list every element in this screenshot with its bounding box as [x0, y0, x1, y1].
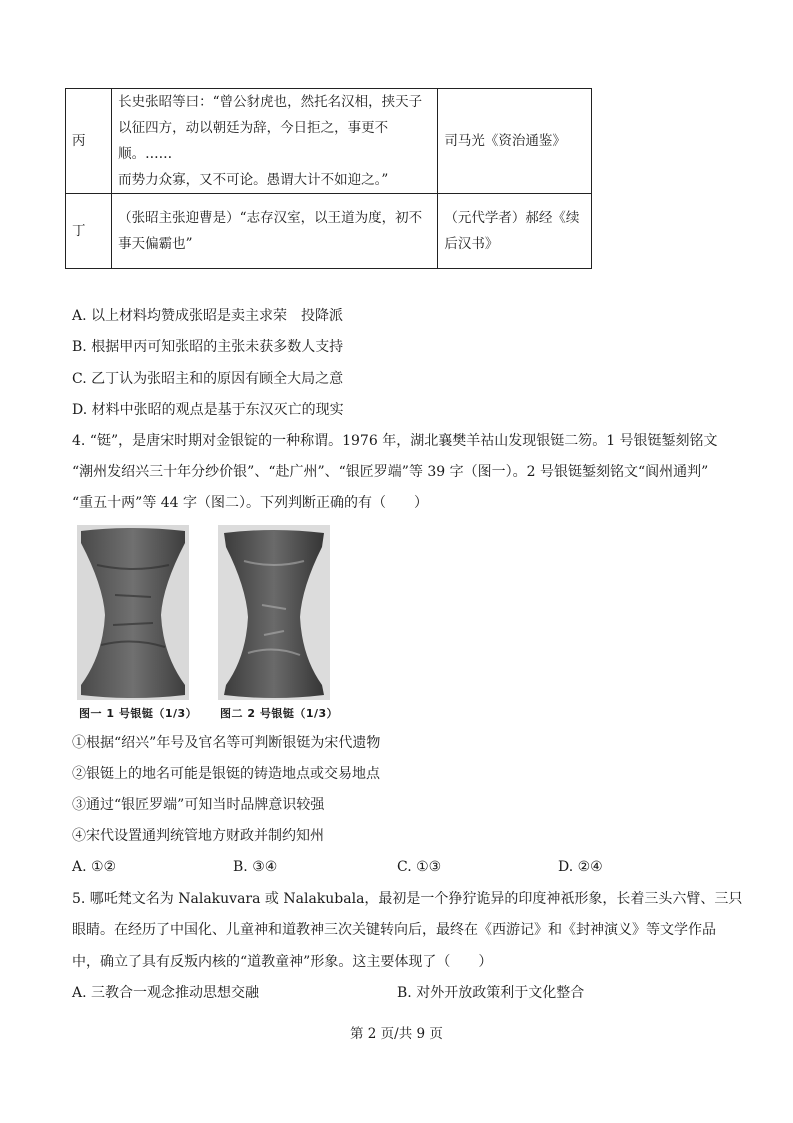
- q4-statement-1: ①根据“绍兴”年号及官名等可判断银铤为宋代遗物: [72, 735, 381, 751]
- row-label: 丁: [66, 194, 112, 269]
- q4-option-a: A. ①②: [72, 859, 117, 875]
- q4-option-b: B. ③④: [233, 859, 278, 875]
- q4-stem-line: “重五十两”等 44 字（图二）。下列判断正确的有（ ）: [72, 495, 429, 511]
- q4-statement-3: ③通过“银匠罗端”可知当时品牌意识较强: [72, 797, 325, 813]
- silver-ingot-2-photo: [218, 525, 330, 700]
- q4-stem-line: 4. “铤”，是唐宋时期对金银锭的一种称谓。1976 年，湖北襄樊羊祜山发现银铤二笏。1 号银铤錾刻铭文: [72, 433, 718, 449]
- q3-option-a: A. 以上材料均赞成张昭是卖主求荣 投降派: [72, 308, 344, 324]
- source-cell: [438, 194, 592, 269]
- quote-line: 以征四方，动以朝廷为辞，今日拒之，事更不顺。……: [118, 120, 389, 162]
- quote-line: 事天偏霸也”: [118, 236, 193, 252]
- q4-stem-line: “潮州发绍兴三十年分纱价银”、“赴广州”、“银匠罗端”等 39 字（图一）。2 号银铤錾刻铭文“阆州通判”: [72, 464, 709, 480]
- source-cell: [438, 89, 592, 194]
- figure-2-caption: 图二 2 号银铤（1/3）: [220, 707, 339, 720]
- page-footer: 第 2 页/共 9 页: [350, 1026, 443, 1042]
- q3-option-d: D. 材料中张昭的观点是基于东汉灭亡的现实: [72, 402, 344, 418]
- quote-cell: [112, 89, 438, 194]
- source-line: （元代学者）郝经《续: [444, 210, 580, 226]
- table-row: [66, 89, 592, 194]
- table-row: [66, 194, 592, 269]
- q5-stem-line: 眼睛。在经历了中国化、儿童神和道教神三次关键转向后，最终在《西游记》和《封神演义》等文学作品: [72, 922, 716, 938]
- quote-cell: [112, 194, 438, 269]
- row-label: 丙: [66, 89, 112, 194]
- figure-1-caption: 图一 1 号银铤（1/3）: [79, 707, 198, 720]
- quote-line: 而势力众寡，又不可论。愚谓大计不如迎之。”: [118, 172, 389, 188]
- q4-statement-4: ④宋代设置通判统管地方财政并制约知州: [72, 828, 324, 844]
- source-line: 后汉书》: [444, 236, 499, 252]
- q3-option-b: B. 根据甲丙可知张昭的主张未获多数人支持: [72, 339, 344, 355]
- q3-option-c: C. 乙丁认为张昭主和的原因有顾全大局之意: [72, 371, 344, 387]
- source-table: [65, 88, 592, 269]
- source-line: 司马光《资治通鉴》: [444, 133, 566, 149]
- q5-option-b: B. 对外开放政策利于文化整合: [397, 985, 585, 1001]
- q5-stem-line: 中，确立了具有反叛内核的“道教童神”形象。这主要体现了（ ）: [72, 954, 493, 970]
- quote-line: （张昭主张迎曹是）“志存汉室，以王道为度，初不: [118, 210, 423, 226]
- q5-stem-line: 5. 哪吒梵文名为 Nalakuvara 或 Nalakubala，最初是一个狰狞诡异的印度神祇形象，长着三头六臂、三只: [72, 891, 743, 907]
- silver-ingot-1-photo: [77, 525, 189, 700]
- q5-option-a: A. 三教合一观念推动思想交融: [72, 985, 260, 1001]
- quote-line: 长史张昭等曰：“曾公豺虎也，然托名汉相，挟天子: [118, 94, 423, 110]
- q4-option-d: D. ②④: [558, 859, 603, 875]
- q4-option-c: C. ①③: [397, 859, 442, 875]
- q4-statement-2: ②银铤上的地名可能是银铤的铸造地点或交易地点: [72, 766, 380, 782]
